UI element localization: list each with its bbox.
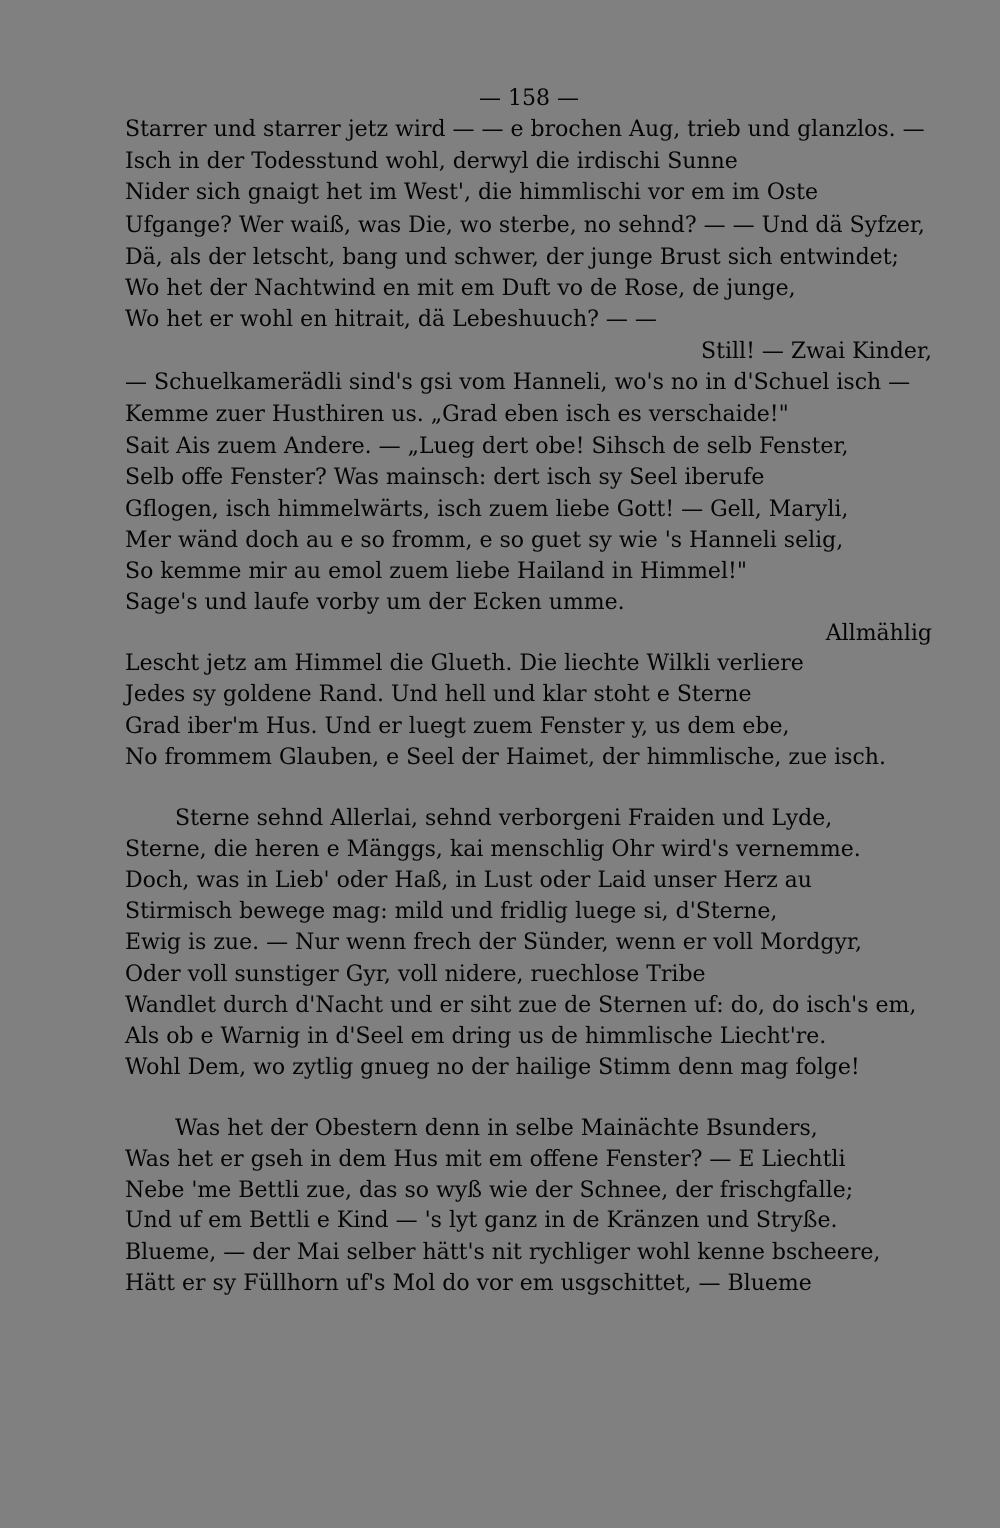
text-line: Was het er gseh in dem Hus mit em offene Fenster? — E Liechtli [125, 1147, 846, 1172]
text-line: Ufgange? Wer waiß, was Die, wo sterbe, no sehnd? — — Und dä Syfzer, [125, 213, 925, 238]
text-line: Gflogen, isch himmelwärts, isch zuem liebe Gott! — Gell, Maryli, [125, 497, 849, 522]
text-line: Hätt er sy Füllhorn uf's Mol do vor em usgschittet, — Blueme [125, 1271, 812, 1296]
text-line: Als ob e Warnig in d'Seel em dring us de himmlische Liecht're. [125, 1024, 827, 1049]
text-line: Wohl Dem, wo zytlig gnueg no der hailige Stimm denn mag folge! [125, 1055, 860, 1080]
text-line: Sterne sehnd Allerlai, sehnd verborgeni Fraiden und Lyde, [175, 806, 833, 831]
text-line: Nider sich gnaigt het im West', die himmlischi vor em im Oste [125, 180, 819, 205]
text-line: So kemme mir au emol zuem liebe Hailand in Himmel!" [125, 559, 747, 584]
text-line: Oder voll sunstiger Gyr, voll nidere, ruechlose Tribe [125, 962, 706, 987]
text-line: Allmählig [825, 621, 932, 646]
text-line: Lescht jetz am Himmel die Glueth. Die liechte Wilkli verliere [125, 651, 804, 676]
text-line: Sage's und laufe vorby um der Ecken umme. [125, 590, 625, 615]
text-line: Ewig is zue. — Nur wenn frech der Sünder, wenn er voll Mordgyr, [125, 930, 862, 955]
text-line: Isch in der Todesstund wohl, derwyl die irdischi Sunne [125, 149, 738, 174]
text-line: Was het der Obestern denn in selbe Mainächte Bsunders, [175, 1116, 818, 1141]
text-line: Kemme zuer Husthiren us. „Grad eben isch es verschaide!" [125, 402, 789, 427]
text-line: Wo het der Nachtwind en mit em Duft vo de Rose, de junge, [125, 276, 796, 301]
text-line: Starrer und starrer jetz wird — — e brochen Aug, trieb und glanzlos. — [125, 117, 925, 142]
text-line: Jedes sy goldene Rand. Und hell und klar stoht e Sterne [125, 682, 752, 707]
text-line: Und uf em Bettli e Kind — 's lyt ganz in de Kränzen und Stryße. [125, 1208, 838, 1233]
text-line: Nebe 'me Bettli zue, das so wyß wie der Schnee, der frischgfalle; [125, 1178, 854, 1203]
text-line: Wandlet durch d'Nacht und er siht zue de Sternen uf: do, do isch's em, [125, 993, 917, 1018]
text-line: Grad iber'm Hus. Und er luegt zuem Fenster y, us dem ebe, [125, 714, 790, 739]
text-line: Still! — Zwai Kinder, [701, 339, 932, 364]
text-line: Sait Ais zuem Andere. — „Lueg dert obe! Sihsch de selb Fenster, [125, 434, 849, 459]
text-line: Sterne, die heren e Mänggs, kai menschlig Ohr wird's vernemme. [125, 837, 861, 862]
text-line: Stirmisch bewege mag: mild und fridlig luege si, d'Sterne, [125, 899, 778, 924]
page-number: — 158 — [479, 86, 579, 111]
text-line: Blueme, — der Mai selber hätt's nit rychliger wohl kenne bscheere, [125, 1240, 881, 1265]
text-line: Selb offe Fenster? Was mainsch: dert isch sy Seel iberufe [125, 465, 765, 490]
text-line: Doch, was in Lieb' oder Haß, in Lust oder Laid unser Herz au [125, 868, 812, 893]
text-line: Dä, als der letscht, bang und schwer, der junge Brust sich entwindet; [125, 245, 899, 270]
text-line: — Schuelkamerädli sind's gsi vom Hanneli, wo's no in d'Schuel isch — [125, 370, 911, 395]
text-line: No frommem Glauben, e Seel der Haimet, der himmlische, zue isch. [125, 745, 886, 770]
text-line: Mer wänd doch au e so fromm, e so guet sy wie 's Hanneli selig, [125, 528, 844, 553]
text-line: Wo het er wohl en hitrait, dä Lebeshuuch? — — [125, 307, 657, 332]
